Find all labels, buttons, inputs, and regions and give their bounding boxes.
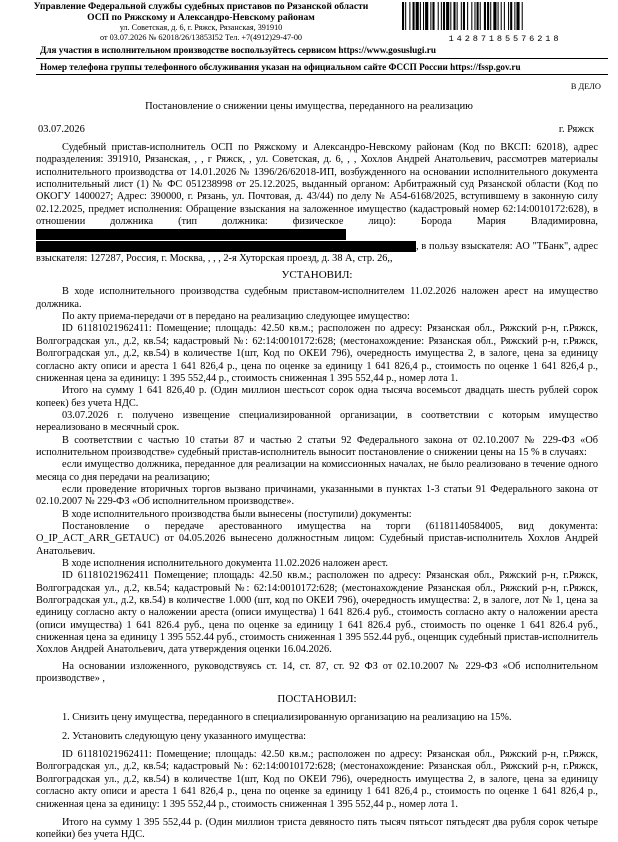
document-number-line: от 03.07.2026 № 62018/26/13853I52 Тел. +7(4912)29-47-00	[99, 33, 303, 42]
intro-paragraph	[36, 142, 598, 265]
paragraph: ID 61181021962411: Помещение; площадь: 42.50 кв.м.; расположен по адресу: Рязанская обл., Ряжский р-н, г.Ряжск, Волгоградская ул., д.2, кв.54; кадастровый №: 62:14:0010172:628; (местонахождение: Рязанская обл., Ряжский р-н, г.Ряжск, Волгоградская ул., д.2, кв.54) в количестве 1(шт, Код по ОКЕИ 796), очередность имущества 2, в залоге, цена за единицу согласно акту описи и ареста 1 641 826,4 р., цена по оценке за единицу 1 641 826,4 р., стоимость по оценке 1 641 826,4 р., сниженная цена за единицу: 1 395 552,44 р., стоимость сниженная 1 395 552,44 р., номер лота 1.	[36, 749, 598, 810]
heading-ustanovil: УСТАНОВИЛ:	[281, 269, 353, 282]
paragraph: 2. Установить следующую цену указанного имущества:	[62, 730, 307, 742]
paragraph: если проведение вторичных торгов вызвано причинами, указанными в пунктах 1-3 статьи 91 Федерального закона от 02.10.2007 № 229-ФЗ «Об исполнительном производстве».	[36, 483, 598, 508]
paragraph: ID 61181021962411: Помещение; площадь: 42.50 кв.м.; расположен по адресу: Рязанская обл., Ряжский р-н, г.Ряжск, Волгоградская ул., д.2, кв.54; кадастровый №: 62:14:0010172:628; (местонахождение: Рязанская обл., Ряжский р-н, г.Ряжск, Волгоградская ул., д.2, кв.54) в количестве 1(шт, Код по ОКЕИ 796), очередность имущества 2, в залоге, цена за единицу согласно акту описи и ареста 1 641 826,4 р., цена по оценке за единицу 1 641 826,4 р., стоимость по оценке 1 641 826,4 р., сниженная цена за единицу: 1 395 552,44 р., стоимость сниженная 1 395 552,44 р., номер лота 1.	[36, 323, 598, 384]
paragraph: 03.07.2026 г. получено извещение специализированной организации, в соответствии с которым имущество нереализовано в месячный срок.	[36, 409, 598, 434]
barcode-number: 14287185576218	[448, 34, 562, 44]
paragraph: Постановление о передаче арестованного имущества на торги (61181140584005, вид документа: O_IP_ACT_ARR_GETAUC) от 04.05.2026 вынесено должностным лицом: Судебный пристав-исполнитель Хохлов Андрей Анатольевич.	[36, 520, 598, 557]
divider	[36, 58, 608, 59]
org-name-line1: Управление Федеральной службы судебных приставов по Рязанской области	[33, 1, 369, 12]
intro-text-part1: Судебный пристав-исполнитель ОСП по Ряжскому и Александро-Невскому районам (Код по ВКСП: 62018), адрес подразделения: 391910, Рязанская, , , г Ряжск, , ул. Советская, д. 6, , , Хохлов Андрей Анатольевич, рассмотрев материалы исполнительного производства от 14.01.2026 № 1396/26/62018-ИП, возбужденного на основании исполнительного документа исполнительный лист (1) № ФС 051238998 от 25.12.2025, выданный органом: Арбитражный суд Рязанской области (Код по ОКОГУ 1400027; Адрес: 390000, г. Рязань, ул. Почтовая, д. 43/44) по делу № А54-6168/2025, вступившему в законную силу 02.12.2025, предмет исполнения: Обращение взыскания на заложенное имущество (кадастровый номер 62:14:0010172:628), в отношении должника (тип должника: физическое лицо): Борода Мария Владимировна,	[36, 142, 598, 228]
letterhead	[6, 1, 396, 43]
heading-postanovil: ПОСТАНОВИЛ:	[277, 693, 357, 706]
paragraph: ID 61181021962411 Помещение; площадь: 42.50 кв.м.; расположен по адресу: Рязанская обл., Ряжский р-н, г.Ряжск, Волгоградская ул., д.2, кв.54; кадастровый №: 62:14:0010172:628; (местонахождение Рязанская обл., Ряжский р-н, г.Ряжск, Волгоградская ул., д.2, кв.54) в количестве 1.000 (шт, код по ОКЕИ 796), очередность имущества: 2, в залоге, лот № 1, цена за единицу согласно акту о наложении ареста (описи имущества) 1 641 826.4 руб., стоимость согласно акту о наложении ареста (описи имущества) 1 641 826.4 руб., цена по оценке за единицу 1 641 826.4 руб., стоимость по оценке 1 641 826.4 руб., сниженная цена за единицу 1 395 552.44 руб., стоимость сниженная 1 395 552.44 руб., оценщик судебный пристав-исполнитель Хохлов Андрей Анатольевич, дата утверждения оценки 16.04.2026.	[36, 570, 598, 656]
paragraph: если имущество должника, переданное для реализации на комиссионных началах, не было реализовано в течение одного месяца со дня передачи на реализацию;	[36, 459, 598, 483]
redaction-bar	[36, 241, 416, 252]
document-title: Постановление о снижении цены имущества, переданного на реализацию	[145, 101, 473, 112]
divider	[36, 74, 608, 75]
org-address: ул. Советская, д. 6, г. Ряжск, Рязанская, 391910	[119, 23, 283, 32]
paragraph: В соответствии с частью 10 статьи 87 и частью 2 статьи 92 Федерального закона от 02.10.2007 № 229-ФЗ «Об исполнительном производстве» судебный пристав-исполнитель выносит постановление о снижении цены на 15 % в случаях:	[36, 434, 598, 458]
paragraph: 1. Снизить цену имущества, переданного в специализированную организацию на реализацию на 15%.	[62, 712, 512, 724]
paragraph: В ходе исполнительного производства судебным приставом-исполнителем 11.02.2026 наложен арест на имущество должника.	[36, 286, 598, 310]
document-date: 03.07.2026	[38, 124, 85, 135]
paragraph: В ходе исполнительного производства были вынесены (поступили) документы:	[62, 508, 412, 520]
paragraph: Итого на сумму 1 395 552,44 р. (Один миллион триста девяносто пять тысяч пятьсот пятьдесят два рубля сорок четыре копейки) без учета НДС.	[36, 816, 598, 841]
barcode	[400, 2, 610, 44]
redaction-bar	[36, 229, 346, 240]
paragraph: В ходе исполнения исполнительного документа 11.02.2026 наложен арест.	[62, 558, 389, 569]
barcode-icon	[400, 2, 610, 30]
org-name-line2: ОСП по Ряжскому и Александро-Невскому районам	[87, 12, 315, 23]
intro-text-part2: , в пользу взыскателя: АО "ТБанк", адрес взыскателя: 127287, Россия, г. Москва, , , , 2-я Хуторская проезд, д. 38 А, стр. 26,,	[36, 240, 598, 265]
document-city: г. Ряжск	[558, 124, 594, 135]
document-body	[36, 142, 598, 842]
phone-notice: Номер телефона группы телефонного обслуживания указан на официальном сайте ФССП России https://fssp.gov.ru	[40, 62, 521, 72]
delo-mark: В ДЕЛО	[570, 82, 601, 91]
gosuslugi-notice: Для участия в исполнительном производстве воспользуйтесь сервисом https://www.gosuslugi.ru	[40, 45, 436, 55]
paragraph: По акту приема-передачи от в передано на реализацию следующее имущество:	[62, 311, 410, 323]
paragraph: На основании изложенного, руководствуясь ст. 14, ст. 87, ст. 92 ФЗ от 02.10.2007 № 229-ФЗ «Об исполнительном производстве» ,	[36, 660, 598, 685]
paragraph: Итого на сумму 1 641 826,40 р. (Один миллион шестьсот сорок одна тысяча восемьсот двадцать шесть рублей сорок копеек) без учета НДС.	[36, 385, 598, 409]
